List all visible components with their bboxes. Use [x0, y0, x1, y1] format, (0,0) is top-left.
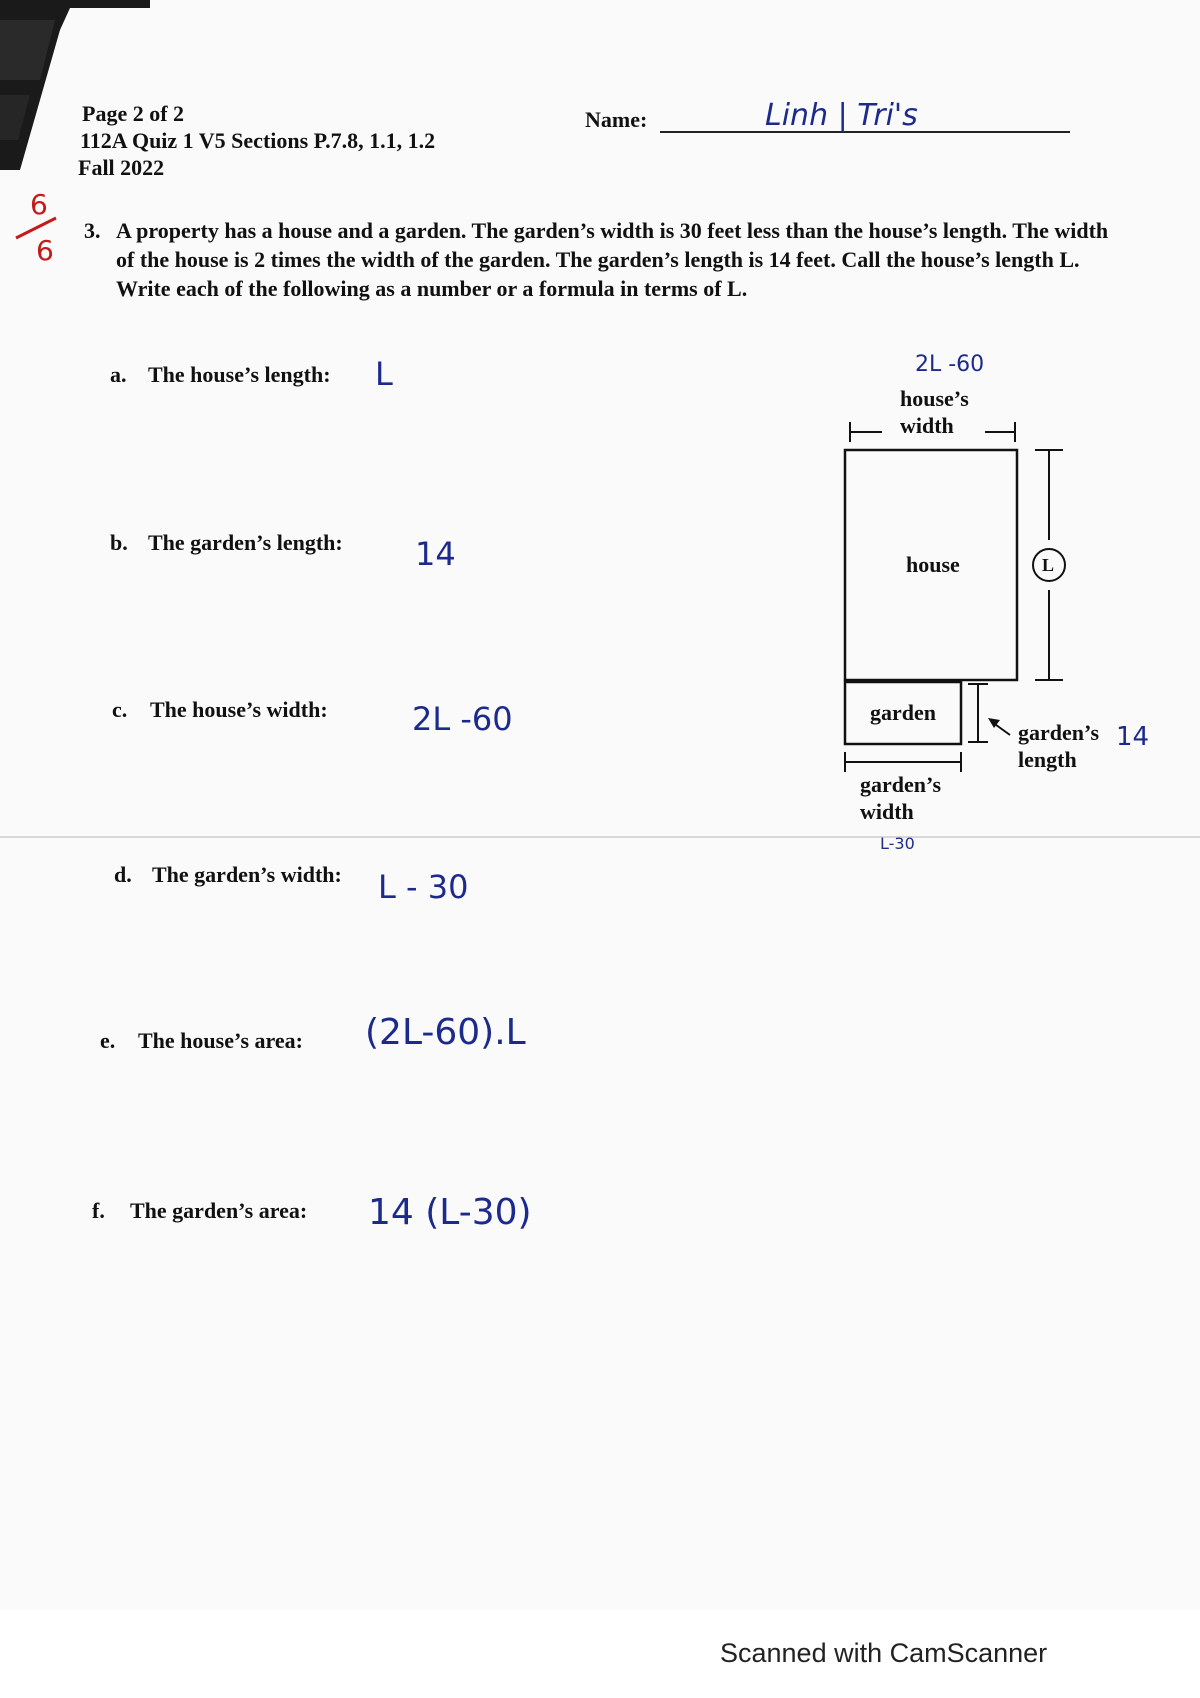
term-line: Fall 2022 [78, 155, 165, 180]
page-number: Page 2 of 2 [82, 101, 185, 126]
answer-f: 14 (L-30) [368, 1192, 532, 1233]
scanner-watermark: Scanned with CamScanner [720, 1638, 1048, 1668]
garden-width-label-2: width [860, 799, 914, 824]
item-letter: f. [92, 1198, 105, 1223]
garden-length-note: 14 [1116, 722, 1150, 752]
house-label: house [906, 552, 960, 577]
answer-b: 14 [415, 535, 456, 573]
answer-a: L [375, 355, 393, 393]
garden-width-note: L-30 [880, 834, 915, 853]
house-width-note: 2L -60 [915, 352, 985, 377]
item-prompt: The house’s width: [150, 697, 328, 722]
item-letter: a. [110, 362, 127, 387]
garden-length-label-1: garden’s [1018, 720, 1100, 745]
score-denominator: 6 [36, 234, 54, 267]
garden-label: garden [870, 700, 936, 725]
item-letter: b. [110, 530, 128, 555]
score-numerator: 6 [30, 190, 48, 221]
name-label: Name: [585, 107, 648, 132]
item-prompt: The house’s area: [138, 1028, 303, 1053]
course-line: 112A Quiz 1 V5 Sections P.7.8, 1.1, 1.2 [80, 128, 436, 153]
item-prompt: The house’s length: [148, 362, 331, 387]
item-prompt: The garden’s width: [152, 862, 342, 887]
item-prompt: The garden’s area: [130, 1198, 308, 1223]
name-handwritten: Linh | Tri's [765, 98, 918, 133]
house-width-label-2: width [900, 413, 954, 438]
length-symbol: L [1042, 555, 1055, 575]
house-width-label-1: house’s [900, 386, 969, 411]
item-prompt: The garden’s length: [148, 530, 343, 555]
answer-c: 2L -60 [412, 700, 513, 738]
item-letter: d. [114, 862, 132, 887]
question-number: 3. [84, 218, 101, 243]
garden-width-label-1: garden’s [860, 772, 942, 797]
answer-d: L - 30 [378, 868, 469, 906]
item-letter: e. [100, 1028, 116, 1053]
item-letter: c. [112, 697, 128, 722]
garden-length-label-2: length [1018, 747, 1077, 772]
question-text: A property has a house and a garden. The garden’s width is 30 feet less than the house’s length. The width of the house is 2 times the width of the garden. The garden’s length is 14 feet. Call the house’s length L. Write each of the following as a number or a formula in terms of L. [116, 218, 1109, 301]
answer-e: (2L-60).L [365, 1012, 526, 1053]
